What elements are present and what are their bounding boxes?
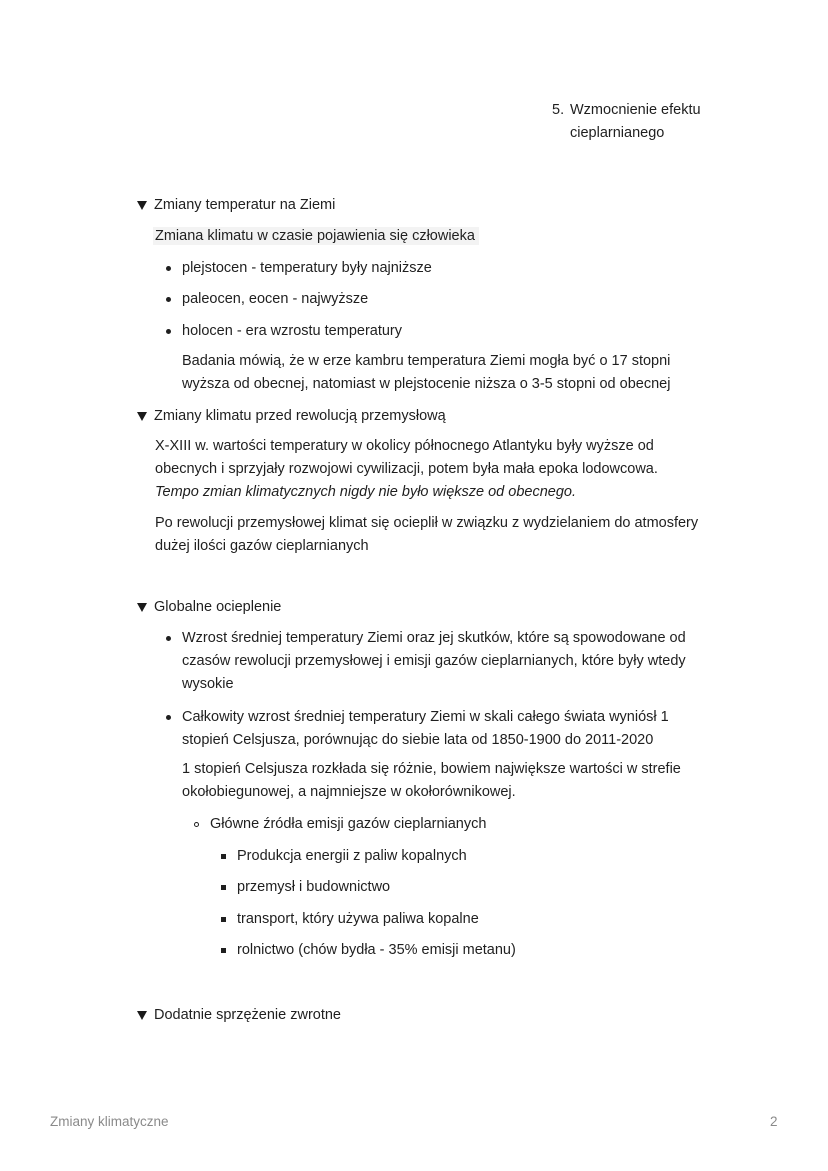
list-item — [182, 627, 686, 696]
numbered-line: Wzmocnienie efektu — [570, 102, 701, 118]
toggle-triangle-icon[interactable] — [137, 412, 147, 421]
list-item: holocen - era wzrostu temperatury — [182, 323, 403, 339]
paragraph-line: X-XIII w. wartości temperatury w okolicy północnego Atlantyku były wyższe od — [155, 438, 654, 454]
toggle-triangle-icon[interactable] — [137, 201, 147, 210]
toggle-zmiany-klimatu[interactable] — [137, 405, 446, 428]
bullet-dot-icon — [166, 715, 171, 720]
paragraph-line: dużej ilości gazów cieplarnianych — [155, 538, 369, 554]
list-number: 5. — [552, 102, 565, 118]
bullet-square-icon — [221, 917, 226, 922]
italic-text: Tempo zmian klimatycznych nigdy nie było większe od obecnego. — [155, 484, 576, 500]
sub-list-item: Główne źródła emisji gazów cieplarnianych — [210, 816, 487, 832]
nested-list-item: przemysł i budownictwo — [237, 879, 391, 895]
list-item: plejstocen - temperatury były najniższe — [182, 260, 432, 276]
subheading-text: Zmiana klimatu w czasie pojawienia się człowieka — [153, 227, 479, 245]
toggle-title: Zmiany klimatu przed rewolucją przemysłową — [154, 408, 446, 424]
numbered-item-text — [570, 99, 701, 145]
list-line: czasów rewolucji przemysłowej i emisji gazów cieplarnianych, które były wtedy — [182, 653, 686, 669]
list-line: stopień Celsjusza, porównując do siebie lata od 1850-1900 do 2011-2020 — [182, 732, 654, 748]
bullet-dot-icon — [166, 266, 171, 271]
list-item: paleocen, eocen - najwyższe — [182, 291, 369, 307]
bullet-dot-icon — [166, 636, 171, 641]
list-line: wysokie — [182, 676, 234, 692]
numbered-line: cieplarnianego — [570, 125, 665, 141]
subheading — [153, 225, 479, 248]
nested-list-item: transport, który używa paliwa kopalne — [237, 911, 479, 927]
toggle-globalne-ocieplenie[interactable] — [137, 596, 281, 619]
note-line: okołobiegunowej, a najmniejsze w okołorównikowej. — [182, 784, 516, 800]
note-paragraph — [182, 758, 681, 804]
list-item — [182, 706, 669, 752]
paragraph — [155, 435, 658, 504]
bullet-dot-icon — [166, 297, 171, 302]
list-line: Całkowity wzrost średniej temperatury Ziemi w skali całego świata wyniósł 1 — [182, 709, 669, 725]
note-paragraph — [182, 350, 670, 396]
bullet-dot-icon — [166, 329, 171, 334]
toggle-zmiany-temperatur[interactable] — [137, 194, 335, 217]
toggle-title: Globalne ocieplenie — [154, 599, 282, 615]
toggle-dodatnie-sprzezenie[interactable] — [137, 1004, 341, 1027]
toggle-title: Zmiany temperatur na Ziemi — [154, 197, 336, 213]
paragraph-line: obecnych i sprzyjały rozwojowi cywilizacji, potem była mała epoka lodowcowa. — [155, 461, 658, 477]
paragraph-line: Po rewolucji przemysłowej klimat się ocieplił w związku z wydzielaniem do atmosfery — [155, 515, 699, 531]
list-line: Wzrost średniej temperatury Ziemi oraz jej skutków, które są spowodowane od — [182, 630, 686, 646]
paragraph-line-italic — [155, 481, 658, 504]
bullet-square-icon — [221, 854, 226, 859]
nested-list-item: rolnictwo (chów bydła - 35% emisji metanu) — [237, 942, 516, 958]
note-line: wyższa od obecnej, natomiast w plejstocenie niższa o 3-5 stopni od obecnej — [182, 376, 671, 392]
footer-page-number: 2 — [770, 1114, 778, 1129]
bullet-circle-icon — [194, 822, 199, 827]
toggle-triangle-icon[interactable] — [137, 1011, 147, 1020]
note-line: Badania mówią, że w erze kambru temperatura Ziemi mogła być o 17 stopni — [182, 353, 671, 369]
toggle-title: Dodatnie sprzężenie zwrotne — [154, 1007, 341, 1023]
paragraph — [155, 512, 698, 558]
numbered-item-5 — [552, 99, 564, 122]
footer-doc-title: Zmiany klimatyczne — [50, 1114, 169, 1129]
bullet-square-icon — [221, 948, 226, 953]
note-line: 1 stopień Celsjusza rozkłada się różnie, bowiem największe wartości w strefie — [182, 761, 681, 777]
nested-list-item: Produkcja energii z paliw kopalnych — [237, 848, 467, 864]
toggle-triangle-icon[interactable] — [137, 603, 147, 612]
bullet-square-icon — [221, 885, 226, 890]
